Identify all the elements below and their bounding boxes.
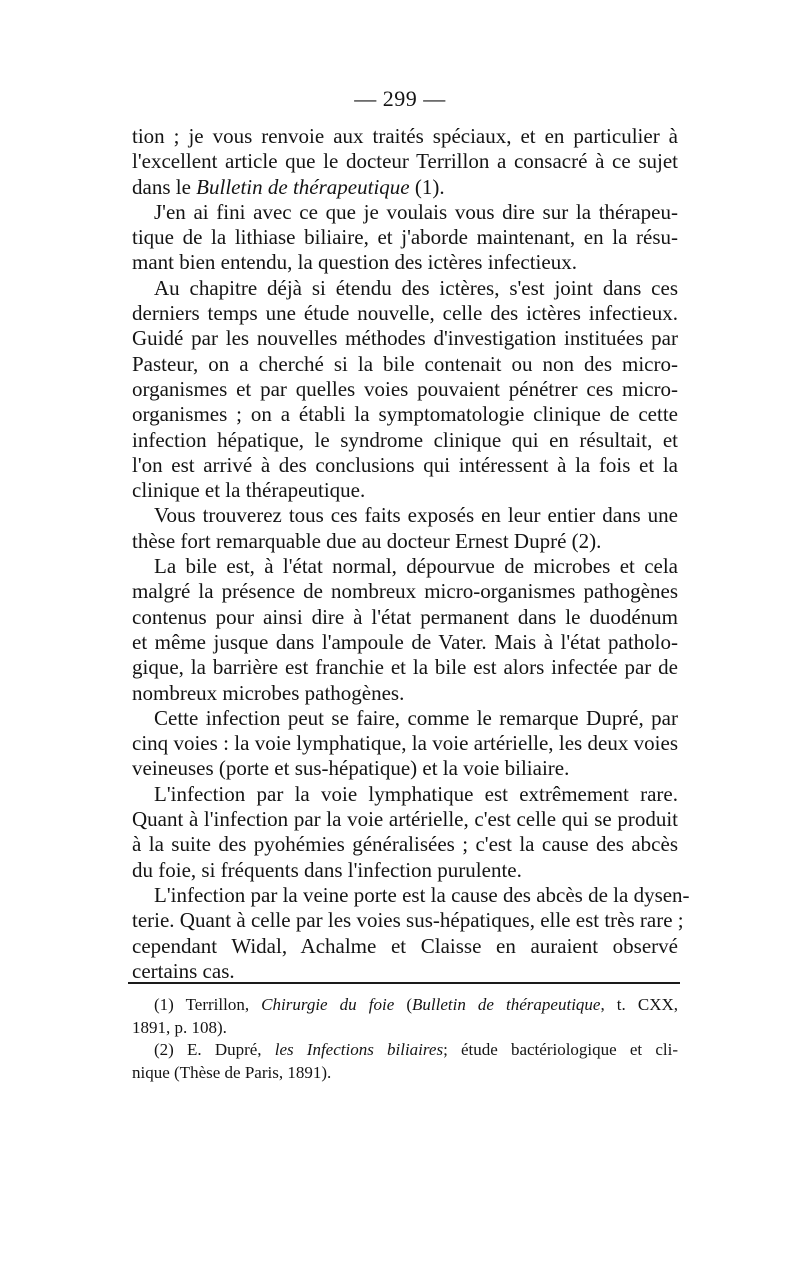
text-line: Pasteur, on a cherché si la bile contenait ou non des micro- [132, 351, 678, 376]
text-line: nombreux microbes pathogènes. [132, 680, 405, 705]
text-line: malgré la présence de nombreux micro-organismes pathogènes [132, 579, 678, 604]
text-line: organismes et par quelles voies pouvaient pénétrer ces micro- [132, 376, 678, 401]
text-line: J'en ai fini avec ce que je voulais vous dire sur la thérapeu- [154, 199, 678, 224]
text-line: tion ; je vous renvoie aux traités spéciaux, et en particulier à [132, 124, 678, 148]
body-text [132, 124, 690, 984]
text-line: Cette infection peut se faire, comme le remarque Dupré, par [154, 705, 678, 730]
text-line: organismes ; on a établi la symptomatologie clinique de cette [132, 402, 678, 427]
text-line: clinique et la thérapeutique. [132, 478, 366, 503]
text-line: veineuses (porte et sus-hépatique) et la voie biliaire. [132, 756, 570, 781]
footnote-line: (2) E. Dupré, les Infections biliaires; étude bactériologique et cli- [154, 1040, 678, 1059]
text-line: contenus pour ainsi dire à l'état permanent dans le duodénum [132, 604, 678, 629]
text-line: et même jusque dans l'ampoule de Vater. Mais à l'état patholo- [132, 629, 678, 654]
text-line: Au chapitre déjà si étendu des ictères, s'est joint dans ces [154, 275, 678, 300]
text-line: La bile est, à l'état normal, dépourvue de microbes et cela [154, 554, 678, 579]
text-line: cependant Widal, Achalme et Claisse en auraient observé [132, 933, 678, 958]
text-line: infection hépatique, le syndrome clinique qui en résultait, et [132, 427, 678, 452]
text-line: à la suite des pyohémies généralisées ; c'est la cause des abcès [132, 832, 678, 857]
text-line: terie. Quant à celle par les voies sus-hépatiques, elle est très rare ; [132, 908, 684, 933]
footnotes [132, 994, 678, 1084]
footnote-line: nique (Thèse de Paris, 1891). [132, 1062, 332, 1082]
text-line: du foie, si fréquents dans l'infection purulente. [132, 857, 522, 882]
text-line: thèse fort remarquable due au docteur Ernest Dupré (2). [132, 528, 602, 553]
text-line: L'infection par la veine porte est la cause des abcès de la dysen- [154, 882, 690, 907]
text-line: tique de la lithiase biliaire, et j'aborde maintenant, en la résu- [132, 225, 678, 250]
text-line: derniers temps une étude nouvelle, celle des ictères infectieux. [132, 301, 678, 326]
text-line: Vous trouverez tous ces faits exposés en leur entier dans une [154, 503, 678, 528]
footnote-line: (1) Terrillon, Chirurgie du foie (Bulletin de thérapeutique, t. CXX, [154, 995, 678, 1014]
text-line: Quant à l'infection par la voie artérielle, c'est celle qui se produit [132, 807, 678, 832]
text-line: l'excellent article que le docteur Terrillon a consacré à ce sujet [132, 149, 678, 174]
text-line: l'on est arrivé à des conclusions qui intéressent à la fois et la [132, 452, 678, 477]
page-number: — 299 — [354, 86, 446, 111]
text-line: cinq voies : la voie lymphatique, la voie artérielle, les deux voies [132, 731, 678, 756]
text-line: Guidé par les nouvelles méthodes d'investigation instituées par [132, 326, 678, 351]
text-line: L'infection par la voie lymphatique est extrêmement rare. [154, 781, 678, 806]
text-line: mant bien entendu, la question des ictères infectieux. [132, 250, 577, 275]
text-line: dans le Bulletin de thérapeutique (1). [132, 174, 445, 199]
text-line: gique, la barrière est franchie et la bile est alors infectée par de [132, 655, 678, 680]
footnote-divider [128, 982, 680, 984]
footnote-line: 1891, p. 108). [132, 1017, 227, 1037]
text-line: certains cas. [132, 958, 235, 983]
